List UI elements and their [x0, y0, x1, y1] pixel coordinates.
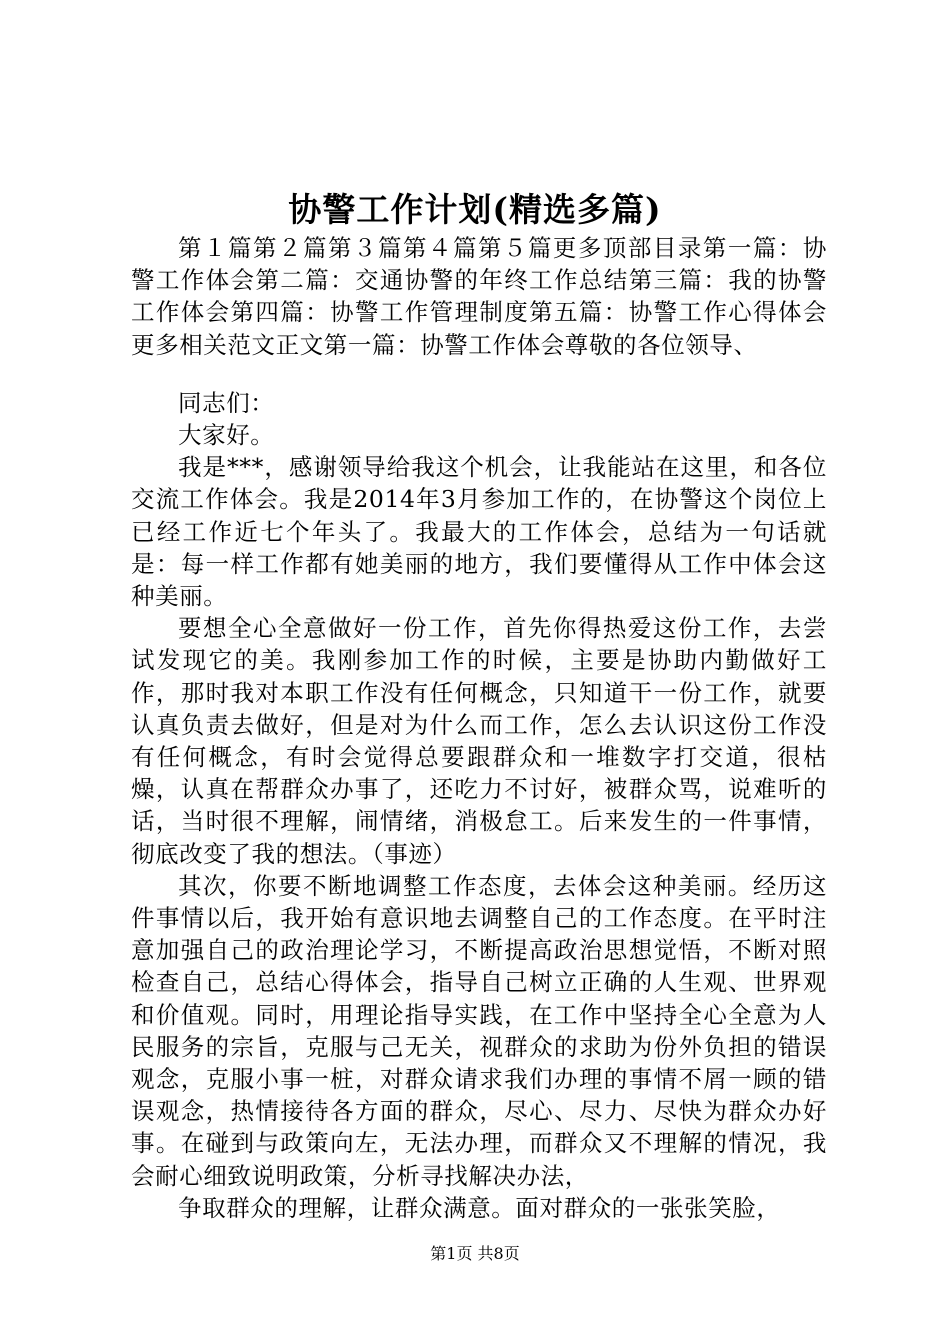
paragraph-table-of-contents: 第１篇第２篇第３篇第４篇第５篇更多顶部目录第一篇：协警工作体会第二篇：交通协警的年终工作总结第三篇：我的协警工作体会第四篇：协警工作管理制度第五篇：协警工作心得体会更多相关范文正文第一篇：协警工作体会尊敬的各位领导、 [131, 234, 827, 359]
paragraph-greeting: 大家好。 [178, 421, 275, 450]
document-title: 协警工作计划(精选多篇) [288, 190, 662, 229]
paragraph-continuation: 争取群众的理解，让群众满意。面对群众的一张张笑脸， [178, 1193, 781, 1222]
page-footer: 第1页 共8页 [430, 1244, 520, 1263]
document-body [131, 232, 827, 1224]
paragraph-introduction: 我是***，感谢领导给我这个机会，让我能站在这里，和各位交流工作体会。我是2014年3月参加工作的，在协警这个岗位上已经工作近七个年头了。我最大的工作体会，总结为一句话就是：每一样工作都有她美丽的地方，我们要懂得从工作中体会这种美丽。 [131, 453, 827, 611]
paragraph-love-the-work: 要想全心全意做好一份工作，首先你得热爱这份工作，去尝试发现它的美。我刚参加工作的时候，主要是协助内勤做好工作，那时我对本职工作没有任何概念，只知道干一份工作，就要认真负责去做好，但是对为什么而工作，怎么去认识这份工作没有任何概念，有时会觉得总要跟群众和一堆数字打交道，很枯燥，认真在帮群众办事了，还吃力不讨好，被群众骂，说难听的话，当时很不理解，闹情绪，消极怠工。后来发生的一件事情，彻底改变了我的想法。（事迹） [131, 614, 827, 868]
paragraph-salutation: 同志们： [178, 388, 275, 417]
paragraph-adjust-attitude: 其次，你要不断地调整工作态度，去体会这种美丽。经历这件事情以后，我开始有意识地去调整自己的工作态度。在平时注意加强自己的政治理论学习，不断提高政治思想觉悟，不断对照检查自己，总结心得体会，指导自己树立正确的人生观、世界观和价值观。同时，用理论指导实践，在工作中坚持全心全意为人民服务的宗旨，克服与己无关，视群众的求助为份外负担的错误观念，克服小事一桩，对群众请求我们办理的事情不屑一顾的错误观念，热情接待各方面的群众，尽心、尽力、尽快为群众办好事。在碰到与政策向左，无法办理，而群众又不理解的情况，我会耐心细致说明政策，分析寻找解决办法， [131, 871, 827, 1190]
